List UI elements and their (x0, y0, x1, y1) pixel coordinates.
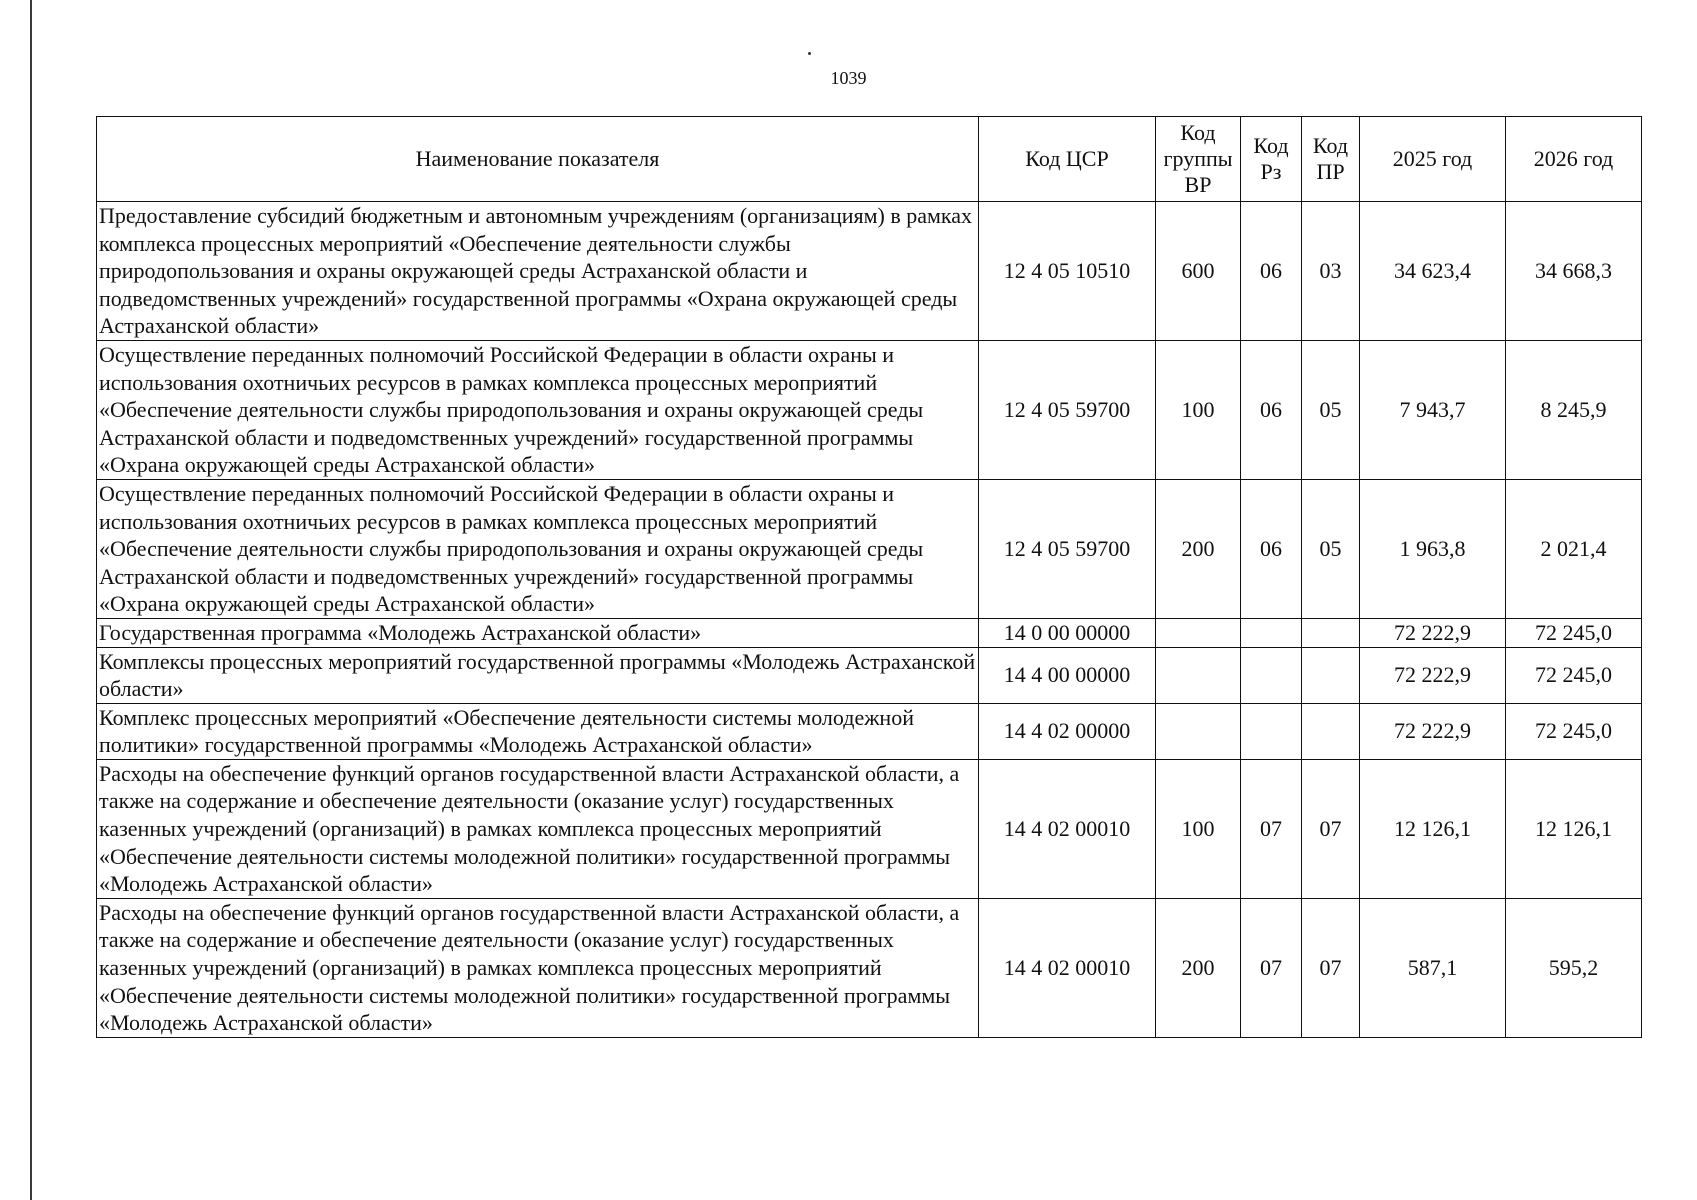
budget-table (96, 116, 1642, 1038)
cell-csr: 14 4 00 00000 (979, 647, 1156, 703)
cell-rz (1241, 703, 1302, 759)
cell-rz: 06 (1241, 479, 1302, 618)
cell-pr: 07 (1302, 759, 1360, 898)
cell-2026: 12 126,1 (1506, 759, 1642, 898)
cell-2026: 595,2 (1506, 898, 1642, 1037)
table-row (97, 340, 1642, 479)
cell-csr: 12 4 05 59700 (979, 479, 1156, 618)
cell-2025: 1 963,8 (1360, 479, 1506, 618)
scan-speck (808, 52, 811, 55)
cell-name: Предоставление субсидий бюджетным и автономным учреждениям (организациям) в рамках комплекса процессных мероприятий «Обеспечение деятельности службы природопользования и охраны окружающей среды Астраханской области и подведомственных учреждений» государственной программы «Охрана окружающей среды Астраханской области» (97, 202, 979, 341)
table-row (97, 202, 1642, 341)
header-rz: Код Рз (1241, 117, 1302, 202)
cell-rz (1241, 647, 1302, 703)
cell-name: Комплексы процессных мероприятий государственной программы «Молодежь Астраханской области» (97, 647, 979, 703)
cell-rz: 06 (1241, 202, 1302, 341)
cell-rz: 07 (1241, 759, 1302, 898)
table-row (97, 759, 1642, 898)
cell-name: Расходы на обеспечение функций органов государственной власти Астраханской области, а также на содержание и обеспечение деятельности (оказание услуг) государственных казенных учреждений (организаций) в рамках комплекса процессных мероприятий «Обеспечение деятельности системы молодежной политики» государственной программы «Молодежь Астраханской области» (97, 759, 979, 898)
cell-vr: 600 (1156, 202, 1241, 341)
cell-pr: 05 (1302, 340, 1360, 479)
table-row (97, 898, 1642, 1037)
table-header-row (97, 117, 1642, 202)
cell-name: Осуществление переданных полномочий Российской Федерации в области охраны и использования охотничьих ресурсов в рамках комплекса процессных мероприятий «Обеспечение деятельности службы природопользования и охраны окружающей среды Астраханской области и подведомственных учреждений» государственной программы «Охрана окружающей среды Астраханской области» (97, 340, 979, 479)
cell-vr (1156, 647, 1241, 703)
cell-csr: 14 0 00 00000 (979, 618, 1156, 647)
cell-name: Комплекс процессных мероприятий «Обеспечение деятельности системы молодежной политики» государственной программы «Молодежь Астраханской области» (97, 703, 979, 759)
cell-name: Расходы на обеспечение функций органов государственной власти Астраханской области, а также на содержание и обеспечение деятельности (оказание услуг) государственных казенных учреждений (организаций) в рамках комплекса процессных мероприятий «Обеспечение деятельности системы молодежной политики» государственной программы «Молодежь Астраханской области» (97, 898, 979, 1037)
cell-vr (1156, 703, 1241, 759)
cell-pr: 07 (1302, 898, 1360, 1037)
cell-2026: 72 245,0 (1506, 647, 1642, 703)
cell-2026: 34 668,3 (1506, 202, 1642, 341)
cell-2025: 72 222,9 (1360, 618, 1506, 647)
cell-2026: 8 245,9 (1506, 340, 1642, 479)
cell-vr: 100 (1156, 340, 1241, 479)
cell-csr: 14 4 02 00000 (979, 703, 1156, 759)
cell-2025: 72 222,9 (1360, 703, 1506, 759)
header-vr: Код группы ВР (1156, 117, 1241, 202)
cell-pr (1302, 618, 1360, 647)
cell-pr: 05 (1302, 479, 1360, 618)
cell-rz (1241, 618, 1302, 647)
cell-2025: 72 222,9 (1360, 647, 1506, 703)
table-row (97, 703, 1642, 759)
header-2026: 2026 год (1506, 117, 1642, 202)
cell-2026: 72 245,0 (1506, 618, 1642, 647)
header-name: Наименование показателя (97, 117, 979, 202)
cell-vr: 100 (1156, 759, 1241, 898)
page-number: 1039 (830, 68, 867, 88)
cell-csr: 12 4 05 10510 (979, 202, 1156, 341)
table-row (97, 618, 1642, 647)
cell-name: Осуществление переданных полномочий Российской Федерации в области охраны и использования охотничьих ресурсов в рамках комплекса процессных мероприятий «Обеспечение деятельности службы природопользования и охраны окружающей среды Астраханской области и подведомственных учреждений» государственной программы «Охрана окружающей среды Астраханской области» (97, 479, 979, 618)
header-pr: Код ПР (1302, 117, 1360, 202)
cell-vr (1156, 618, 1241, 647)
table-row (97, 647, 1642, 703)
cell-2025: 34 623,4 (1360, 202, 1506, 341)
cell-2025: 587,1 (1360, 898, 1506, 1037)
header-csr: Код ЦСР (979, 117, 1156, 202)
scan-edge-line (30, 0, 32, 1200)
cell-vr: 200 (1156, 479, 1241, 618)
cell-csr: 14 4 02 00010 (979, 898, 1156, 1037)
cell-rz: 07 (1241, 898, 1302, 1037)
cell-pr: 03 (1302, 202, 1360, 341)
cell-csr: 12 4 05 59700 (979, 340, 1156, 479)
cell-2025: 12 126,1 (1360, 759, 1506, 898)
cell-pr (1302, 703, 1360, 759)
cell-2025: 7 943,7 (1360, 340, 1506, 479)
cell-rz: 06 (1241, 340, 1302, 479)
table-row (97, 479, 1642, 618)
header-2025: 2025 год (1360, 117, 1506, 202)
cell-2026: 2 021,4 (1506, 479, 1642, 618)
cell-csr: 14 4 02 00010 (979, 759, 1156, 898)
cell-vr: 200 (1156, 898, 1241, 1037)
cell-2026: 72 245,0 (1506, 703, 1642, 759)
cell-pr (1302, 647, 1360, 703)
cell-name: Государственная программа «Молодежь Астраханской области» (97, 618, 979, 647)
